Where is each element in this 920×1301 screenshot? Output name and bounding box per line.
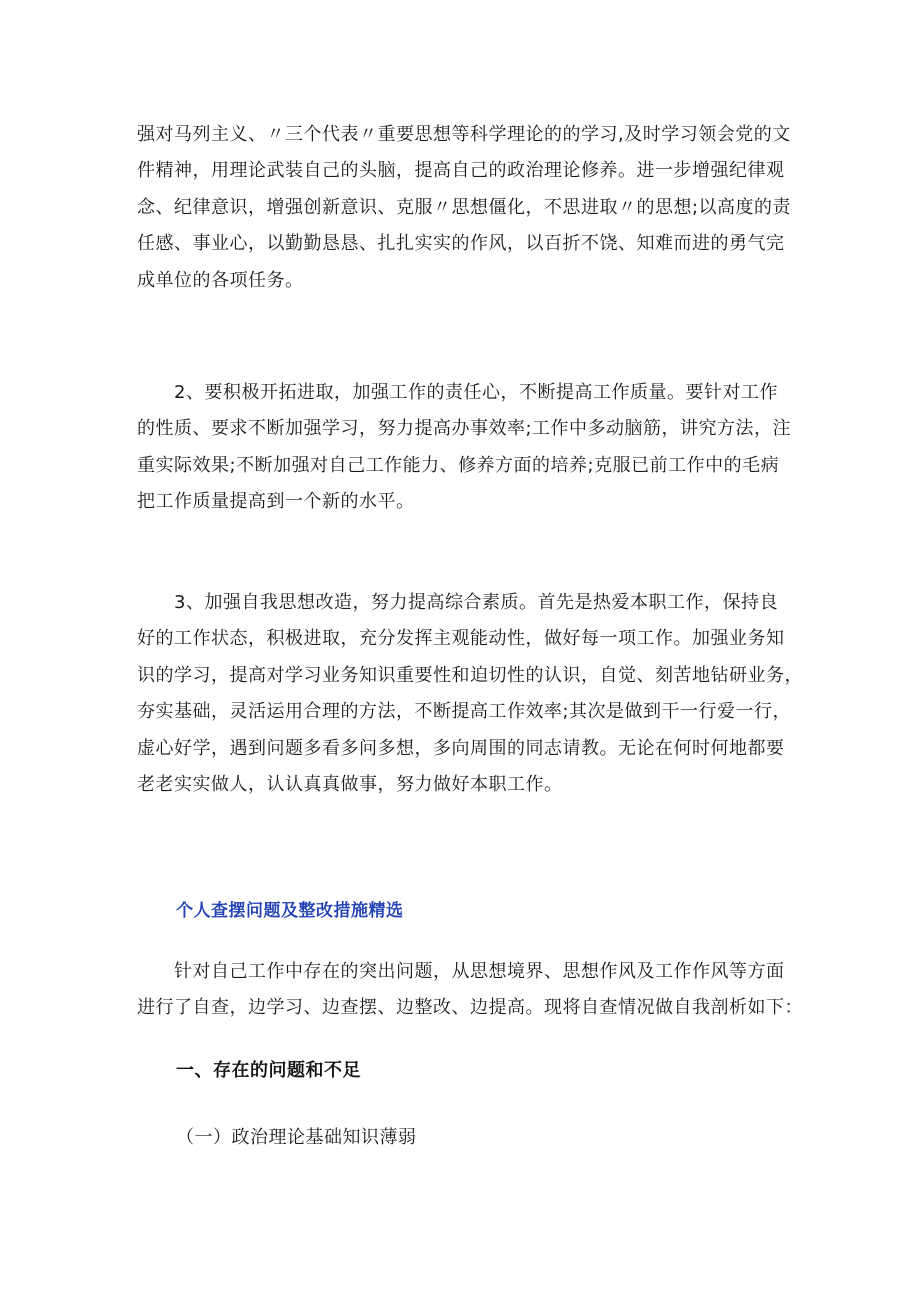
- section-title: 个人查摆问题及整改措施精选: [176, 901, 404, 921]
- text-line: 3、加强自我思想改造，努力提高综合素质。首先是热爱本职工作，保持良: [137, 592, 778, 613]
- text-line: 的性质、要求不断加强学习，努力提高办事效率;工作中多动脑筋，讲究方法，注: [137, 418, 792, 440]
- subheading-political-theory: （一）政治理论基础知识薄弱: [176, 1127, 417, 1148]
- text-line: 虚心好学，遇到问题多看多问多想，多向周围的同志请教。无论在何时何地都要: [137, 737, 785, 759]
- text-line: 好的工作状态，积极进取，充分发挥主观能动性，做好每一项工作。加强业务知: [137, 628, 785, 650]
- text-line: 把工作质量提高到一个新的水平。: [137, 491, 415, 513]
- text-line: 进行了自查，边学习、边查摆、边整改、边提高。现将自查情况做自我剖析如下：: [137, 997, 803, 1019]
- text-line: 强对马列主义、〃三个代表〃重要思想等科学理论的的学习,及时学习领会党的文: [137, 124, 791, 145]
- paragraph-intro: [137, 954, 803, 1027]
- text-line: 重实际效果;不断加强对自己工作能力、修养方面的培养;克服已前工作中的毛病: [137, 454, 780, 476]
- paragraph-item-3: [137, 585, 803, 803]
- text-line: 夯实基础，灵活运用合理的方法，不断提高工作效率;其次是做到干一行爱一行，: [137, 701, 792, 723]
- text-line: 念、纪律意识，增强创新意识、克服〃思想僵化，不思进取〃的思想;以高度的责: [137, 196, 792, 218]
- text-line: 成单位的各项任务。: [137, 269, 304, 291]
- heading-problems: 一、存在的问题和不足: [176, 1060, 361, 1081]
- text-line: 任感、事业心，以勤勤恳恳、扎扎实实的作风，以百折不饶、知难而进的勇气完: [137, 233, 785, 255]
- text-line: 针对自己工作中存在的突出问题，从思想境界、思想作风及工作作风等方面: [137, 961, 785, 982]
- paragraph-item-2: [137, 375, 797, 521]
- paragraph-theory-study: [137, 117, 797, 299]
- text-line: 2、要积极开拓进取，加强工作的责任心，不断提高工作质量。要针对工作: [137, 382, 778, 403]
- text-line: 识的学习，提高对学习业务知识重要性和迫切性的认识，自觉、刻苦地钻研业务，: [137, 664, 803, 686]
- text-line: 老老实实做人，认认真真做事，努力做好本职工作。: [137, 774, 563, 796]
- text-line: 件精神，用理论武装自己的头脑，提高自己的政治理论修养。进一步增强纪律观: [137, 160, 785, 182]
